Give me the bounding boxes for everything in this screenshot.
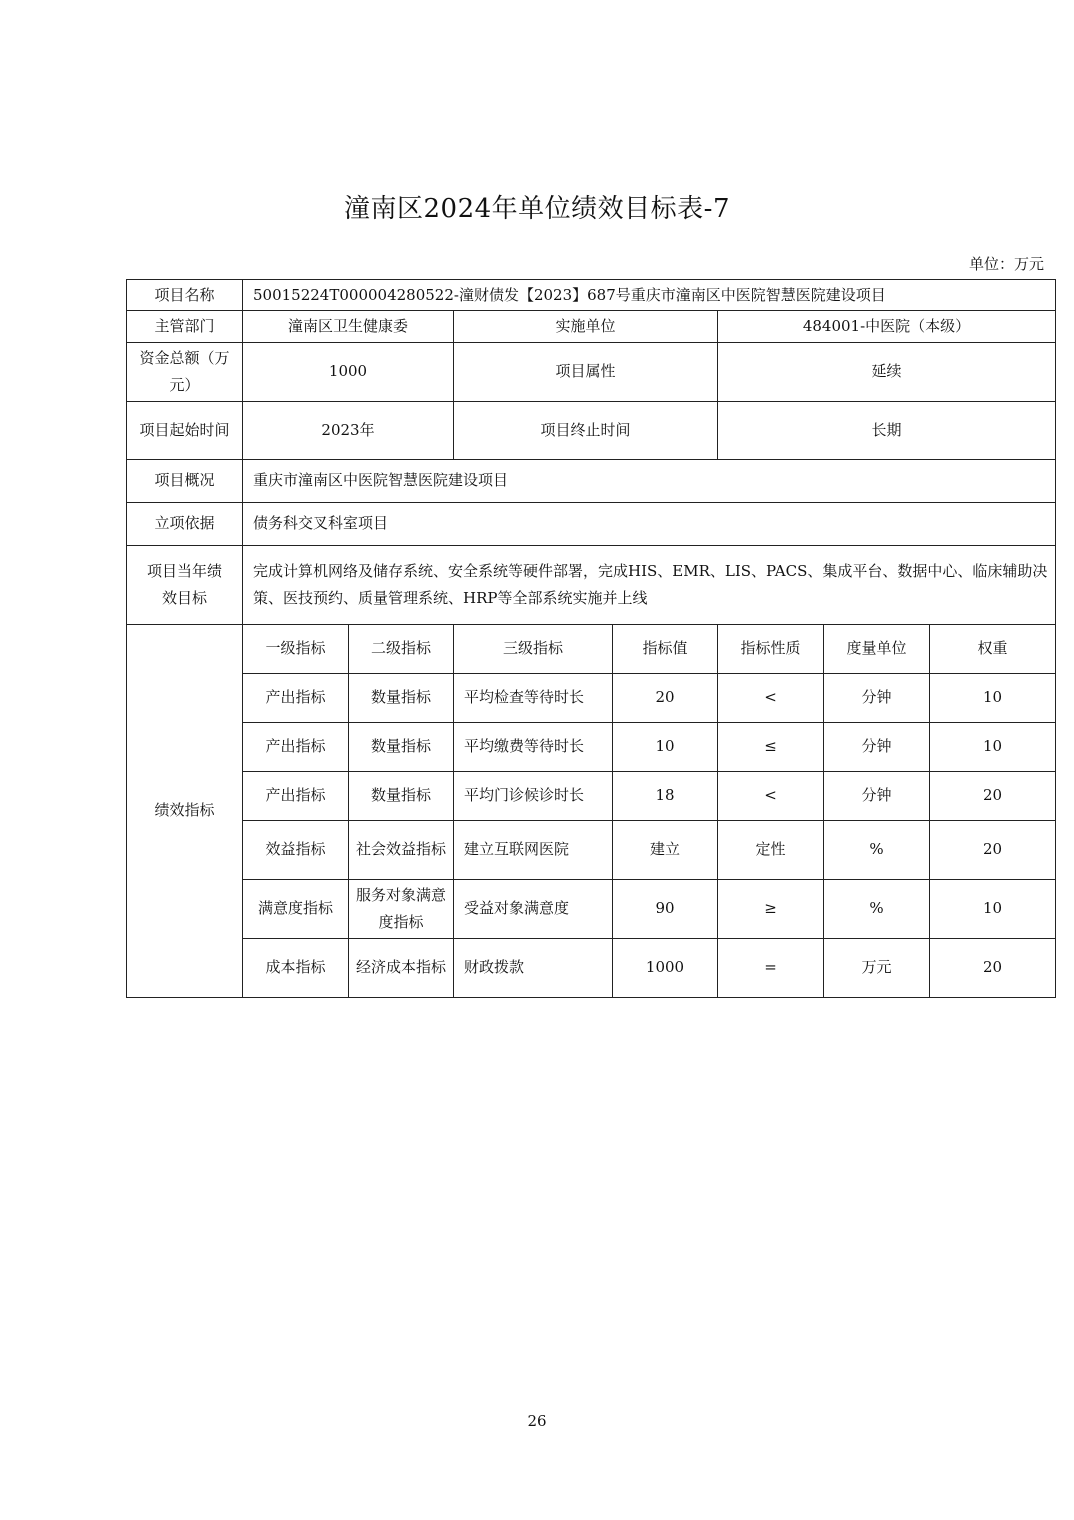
level1-cell: 成本指标 bbox=[243, 938, 349, 997]
unit-cell: 分钟 bbox=[824, 722, 930, 771]
goal-label: 项目当年绩效目标 bbox=[127, 545, 243, 624]
table-row bbox=[127, 820, 1056, 879]
nature-cell: < bbox=[718, 673, 824, 722]
overview-label: 项目概况 bbox=[127, 459, 243, 502]
nature-cell: ≤ bbox=[718, 722, 824, 771]
weight-cell: 20 bbox=[930, 938, 1056, 997]
indicator-header-row bbox=[127, 624, 1056, 673]
indicator-section-label: 绩效指标 bbox=[127, 624, 243, 997]
impl-label: 实施单位 bbox=[454, 311, 718, 342]
goal-value: 完成计算机网络及储存系统、安全系统等硬件部署，完成HIS、EMR、LIS、PACS、集成平台、数据中心、临床辅助决策、医技预约、质量管理系统、HRP等全部系统实施并上线 bbox=[243, 545, 1056, 624]
level3-cell: 受益对象满意度 bbox=[454, 879, 613, 938]
level2-cell: 数量指标 bbox=[349, 771, 454, 820]
weight-cell: 10 bbox=[930, 879, 1056, 938]
level1-cell: 产出指标 bbox=[243, 722, 349, 771]
weight-cell: 20 bbox=[930, 820, 1056, 879]
weight-cell: 10 bbox=[930, 722, 1056, 771]
nature-cell: < bbox=[718, 771, 824, 820]
header-weight: 权重 bbox=[930, 624, 1056, 673]
level3-cell: 财政拨款 bbox=[454, 938, 613, 997]
weight-cell: 10 bbox=[930, 673, 1056, 722]
nature-cell: ≥ bbox=[718, 879, 824, 938]
value-cell: 18 bbox=[613, 771, 718, 820]
level3-cell: 平均门诊候诊时长 bbox=[454, 771, 613, 820]
overview-value: 重庆市潼南区中医院智慧医院建设项目 bbox=[243, 459, 1056, 502]
unit-cell: 分钟 bbox=[824, 673, 930, 722]
header-level2: 二级指标 bbox=[349, 624, 454, 673]
unit-label: 单位：万元 bbox=[968, 255, 1044, 273]
start-label: 项目起始时间 bbox=[127, 401, 243, 459]
level3-cell: 平均检查等待时长 bbox=[454, 673, 613, 722]
level1-cell: 产出指标 bbox=[243, 673, 349, 722]
page-title: 潼南区2024年单位绩效目标表-7 bbox=[344, 194, 730, 224]
value-cell: 1000 bbox=[613, 938, 718, 997]
attr-label: 项目属性 bbox=[454, 342, 718, 401]
table-row bbox=[127, 938, 1056, 997]
row-goal bbox=[127, 545, 1056, 624]
level1-cell: 产出指标 bbox=[243, 771, 349, 820]
row-project-name bbox=[127, 280, 1056, 311]
fund-label: 资金总额（万元） bbox=[127, 342, 243, 401]
performance-table bbox=[126, 279, 1056, 998]
row-dept bbox=[127, 311, 1056, 342]
level3-cell: 平均缴费等待时长 bbox=[454, 722, 613, 771]
fund-value: 1000 bbox=[243, 342, 454, 401]
level1-cell: 效益指标 bbox=[243, 820, 349, 879]
impl-value: 484001-中医院（本级） bbox=[718, 311, 1056, 342]
end-label: 项目终止时间 bbox=[454, 401, 718, 459]
table-row bbox=[127, 771, 1056, 820]
header-level1: 一级指标 bbox=[243, 624, 349, 673]
level2-cell: 服务对象满意度指标 bbox=[349, 879, 454, 938]
project-name-value: 50015224T000004280522-潼财债发【2023】687号重庆市潼南区中医院智慧医院建设项目 bbox=[243, 280, 1056, 311]
start-value: 2023年 bbox=[243, 401, 454, 459]
level2-cell: 社会效益指标 bbox=[349, 820, 454, 879]
unit-cell: % bbox=[824, 820, 930, 879]
nature-cell: = bbox=[718, 938, 824, 997]
unit-cell: 万元 bbox=[824, 938, 930, 997]
header-unit: 度量单位 bbox=[824, 624, 930, 673]
level1-cell: 满意度指标 bbox=[243, 879, 349, 938]
value-cell: 10 bbox=[613, 722, 718, 771]
level2-cell: 数量指标 bbox=[349, 722, 454, 771]
attr-value: 延续 bbox=[718, 342, 1056, 401]
unit-cell: 分钟 bbox=[824, 771, 930, 820]
project-name-label: 项目名称 bbox=[127, 280, 243, 311]
header-value: 指标值 bbox=[613, 624, 718, 673]
basis-label: 立项依据 bbox=[127, 502, 243, 545]
end-value: 长期 bbox=[718, 401, 1056, 459]
row-overview bbox=[127, 459, 1056, 502]
row-fund bbox=[127, 342, 1056, 401]
level2-cell: 经济成本指标 bbox=[349, 938, 454, 997]
value-cell: 建立 bbox=[613, 820, 718, 879]
level2-cell: 数量指标 bbox=[349, 673, 454, 722]
table-row bbox=[127, 879, 1056, 938]
row-basis bbox=[127, 502, 1056, 545]
row-time bbox=[127, 401, 1056, 459]
unit-cell: % bbox=[824, 879, 930, 938]
weight-cell: 20 bbox=[930, 771, 1056, 820]
page-number: 26 bbox=[527, 1412, 547, 1430]
level3-cell: 建立互联网医院 bbox=[454, 820, 613, 879]
nature-cell: 定性 bbox=[718, 820, 824, 879]
dept-label: 主管部门 bbox=[127, 311, 243, 342]
basis-value: 债务科交叉科室项目 bbox=[243, 502, 1056, 545]
header-nature: 指标性质 bbox=[718, 624, 824, 673]
table-row bbox=[127, 722, 1056, 771]
dept-value: 潼南区卫生健康委 bbox=[243, 311, 454, 342]
table-row bbox=[127, 673, 1056, 722]
value-cell: 90 bbox=[613, 879, 718, 938]
header-level3: 三级指标 bbox=[454, 624, 613, 673]
value-cell: 20 bbox=[613, 673, 718, 722]
